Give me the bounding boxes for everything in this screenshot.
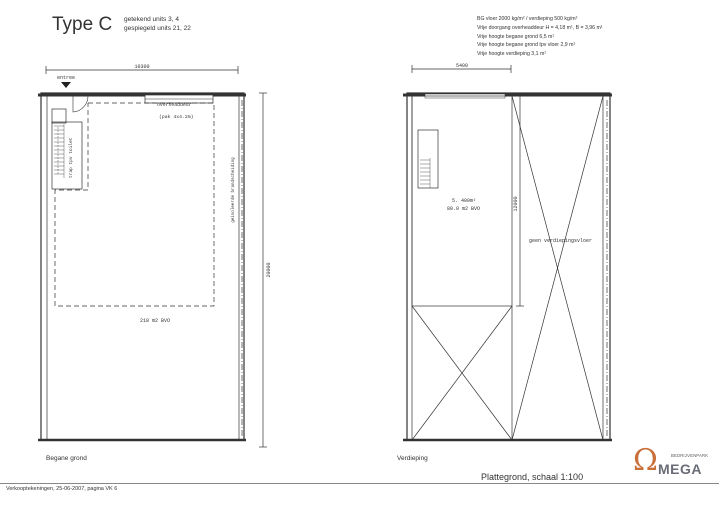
depth-dimension-label: 12000 (513, 196, 519, 212)
area-label: 218 m2 BVO (139, 318, 171, 324)
door-label: overheaddeur (157, 103, 192, 108)
upper-floor-caption: Verdieping (397, 455, 428, 462)
spec-line: Vrije hoogte begane grond tpv vloer 2,9 m¹ (477, 42, 576, 49)
stair-block (418, 130, 438, 188)
mezzanine-outline (55, 103, 214, 306)
footer-text: Verkooptekeningen, 25-06-2007, pagina VK 6 (6, 486, 118, 492)
spec-line: Vrije hoogte begane grond 6,5 m¹ (477, 33, 555, 40)
entrance-arrow-icon (61, 82, 71, 88)
stair-treads (54, 124, 64, 178)
spec-line: Vrije doorgang overheaddeur H = 4,18 m¹, B = 3,96 m¹ (477, 24, 603, 31)
floor-load-label: 5. 400m² (452, 198, 477, 204)
scale-note: Plattegrond, schaal 1:100 (481, 472, 584, 482)
upper-floor-plan (403, 63, 612, 440)
stair-label: trap tpv toilet (69, 137, 74, 178)
toilet-room (52, 109, 66, 123)
spec-line: BG vloer 2000 kg/m² / verdieping 500 kg/m² (477, 16, 578, 22)
logo-top-text: BEDRIJVENPARK (671, 453, 709, 458)
entrance-door-swing (73, 96, 88, 112)
stair-treads (420, 158, 430, 188)
depth-dimension-label: 20000 (266, 262, 272, 278)
omega-logo (633, 443, 709, 482)
width-dimension-label: 10300 (134, 64, 150, 70)
door-size-label: (pak 4x4.2m) (159, 115, 194, 120)
ground-floor-caption: Begane grond (46, 455, 87, 462)
subtitle-mirrored-units: gespiegeld units 21, 22 (124, 25, 191, 32)
entrance-label: entree (56, 75, 76, 81)
footer-divider (0, 483, 719, 484)
width-dimension-label: 5400 (455, 63, 469, 69)
stair-block (52, 122, 82, 189)
upper-floor-outer-wall (407, 93, 610, 440)
subtitle-drawn-units: getekend units 3, 4 (124, 16, 179, 23)
drawing-title: Type C (52, 14, 113, 35)
ground-floor-plan (38, 64, 272, 447)
area-label: 80.0 m2 BVO (447, 206, 481, 212)
omega-symbol-icon: Ω (633, 443, 658, 478)
logo-name: MEGA (658, 461, 702, 477)
fire-partition-label: geisoleerde brandscheiding (232, 157, 236, 223)
void-label: geen verdiepingsvloer (529, 238, 593, 244)
spec-line: Vrije hoogte verdieping 3,1 m¹ (477, 51, 547, 58)
